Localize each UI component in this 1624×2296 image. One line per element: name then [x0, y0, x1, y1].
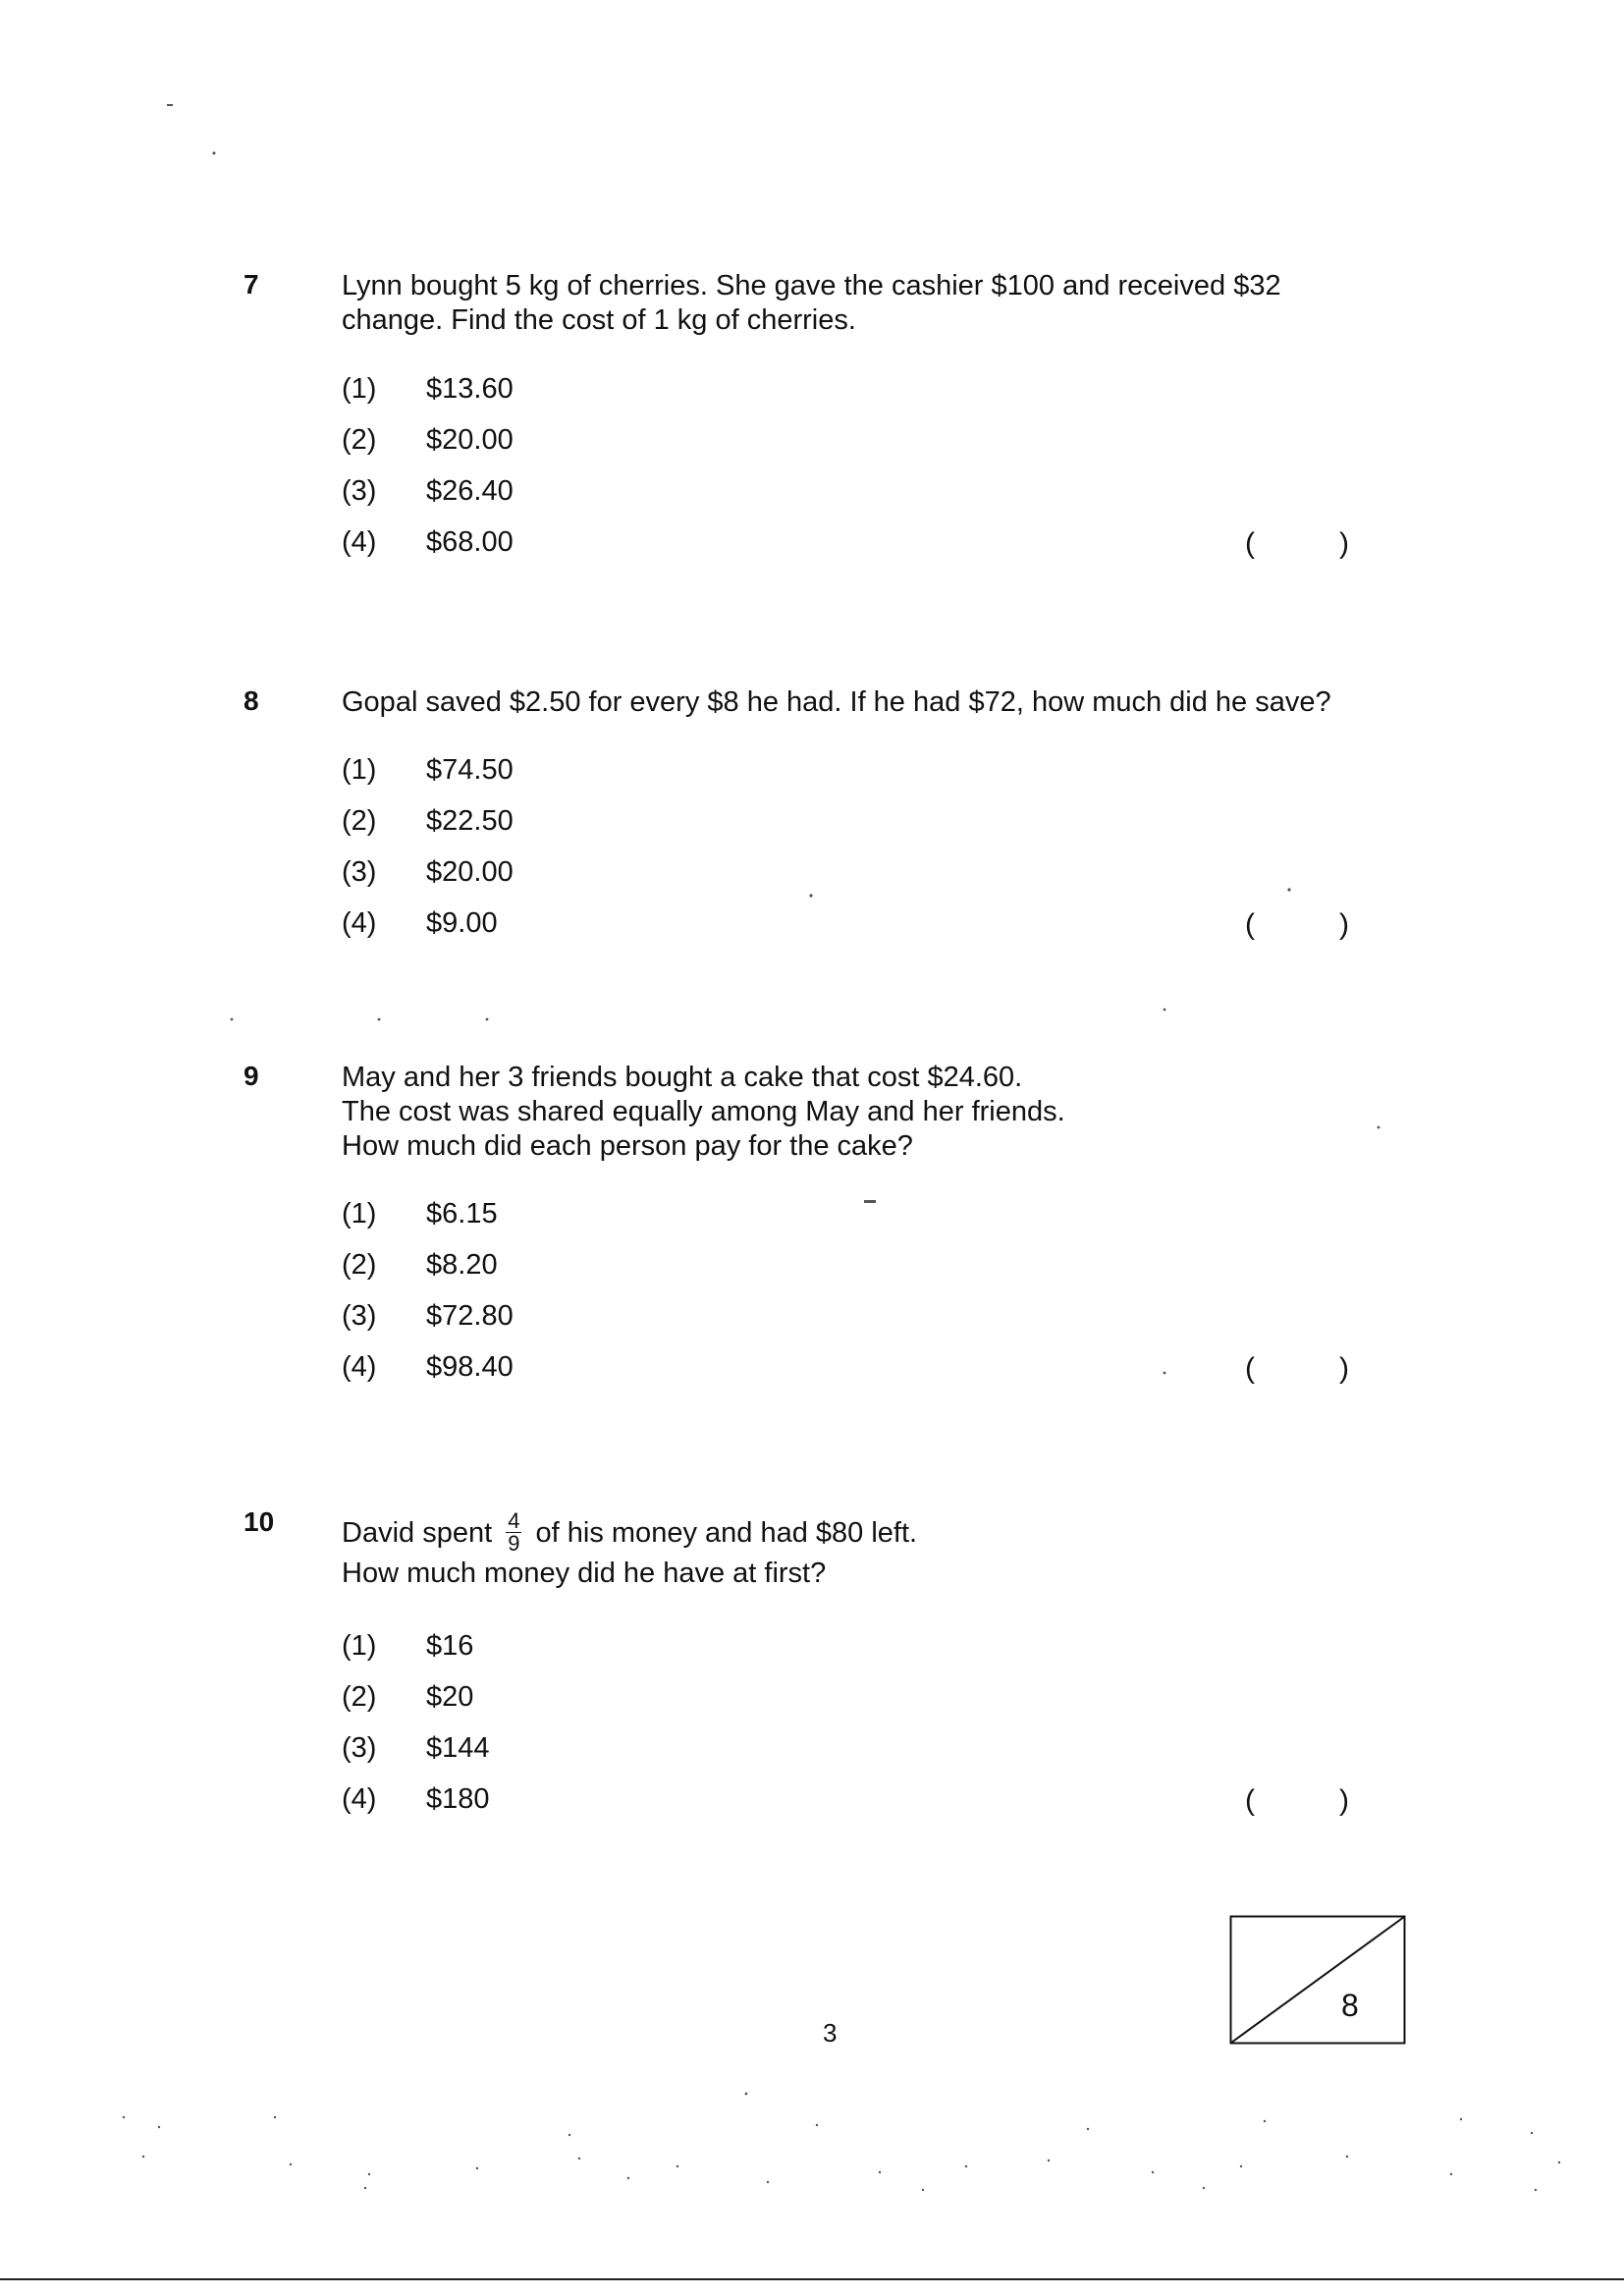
answer-option-4[interactable]: [342, 1774, 931, 1825]
answer-option-3[interactable]: [342, 1290, 931, 1341]
bottom-border-line: [0, 2278, 1624, 2280]
question-text-line: change. Find the cost of 1 kg of cherries.: [342, 304, 856, 336]
option-number: (1): [342, 754, 377, 786]
fraction: [506, 1510, 521, 1555]
bracket-close: ): [1339, 1784, 1349, 1817]
answer-option-4[interactable]: [342, 1341, 931, 1393]
answer-option-1[interactable]: [342, 1620, 931, 1671]
bracket-open: (: [1245, 908, 1255, 941]
answer-option-4[interactable]: [342, 517, 931, 568]
question-text-line: May and her 3 friends bought a cake that cost $24.60.: [342, 1062, 1023, 1093]
question-text-line: How much money did he have at first?: [342, 1558, 827, 1589]
fraction-numerator: 4: [508, 1508, 520, 1533]
question-text-line: The cost was shared equally among May and her friends.: [342, 1096, 1065, 1127]
question-text: [342, 685, 1402, 720]
score-box-frame: [1229, 1915, 1406, 2045]
option-value: $74.50: [426, 754, 514, 786]
answer-option-2[interactable]: [342, 414, 931, 465]
score-box-diagonal: [1231, 1917, 1404, 2043]
option-number: (1): [342, 1630, 377, 1662]
option-number: (4): [342, 907, 377, 939]
question-text-line: How much did each person pay for the cake?: [342, 1130, 913, 1162]
option-value: $8.20: [426, 1249, 498, 1281]
option-value: $72.80: [426, 1300, 514, 1332]
score-box-max-marks: 8: [1341, 1988, 1359, 2023]
option-value: $9.00: [426, 907, 498, 939]
option-value: $180: [426, 1783, 490, 1815]
bracket-open: (: [1245, 527, 1255, 560]
question-text-line: Gopal saved $2.50 for every $8 he had. If he had $72, how much did he save?: [342, 686, 1331, 718]
question-number: 7: [244, 269, 259, 300]
answer-option-1[interactable]: [342, 363, 931, 414]
page-number: 3: [823, 2018, 838, 2048]
answer-options: [342, 744, 931, 949]
bracket-close: ): [1339, 908, 1349, 941]
option-value: $26.40: [426, 475, 514, 507]
bracket-close: ): [1339, 1352, 1349, 1385]
option-number: (3): [342, 1300, 377, 1332]
answer-option-1[interactable]: [342, 1188, 931, 1239]
fraction-denominator: 9: [508, 1531, 520, 1556]
bracket-open: (: [1245, 1352, 1255, 1385]
question-text: [342, 1508, 1402, 1591]
option-number: (2): [342, 1681, 377, 1713]
question-number: 10: [244, 1506, 275, 1537]
option-number: (2): [342, 805, 377, 837]
question-text: [342, 269, 1402, 338]
answer-option-3[interactable]: [342, 1722, 931, 1774]
option-number: (1): [342, 1198, 377, 1230]
option-value: $6.15: [426, 1198, 498, 1230]
answer-option-3[interactable]: [342, 465, 931, 517]
option-value: $20.00: [426, 424, 514, 456]
option-number: (1): [342, 373, 377, 405]
question-text: [342, 1061, 1402, 1164]
answer-options: [342, 1188, 931, 1393]
answer-option-4[interactable]: [342, 898, 931, 949]
option-value: $16: [426, 1630, 474, 1662]
option-value: $68.00: [426, 526, 514, 558]
question-text-after-fraction: of his money and had $80 left.: [535, 1517, 918, 1550]
bracket-close: ): [1339, 527, 1349, 560]
option-number: (3): [342, 856, 377, 888]
option-number: (3): [342, 1732, 377, 1764]
option-value: $13.60: [426, 373, 514, 405]
option-value: $98.40: [426, 1351, 514, 1383]
answer-options: [342, 1620, 931, 1825]
answer-option-1[interactable]: [342, 744, 931, 795]
option-number: (3): [342, 475, 377, 507]
option-value: $20.00: [426, 856, 514, 888]
question-number: 9: [244, 1061, 259, 1091]
answer-option-2[interactable]: [342, 1239, 931, 1290]
option-value: $20: [426, 1681, 474, 1713]
option-number: (4): [342, 526, 377, 558]
question-number: 8: [244, 685, 259, 716]
option-number: (4): [342, 1351, 377, 1383]
answer-option-2[interactable]: [342, 795, 931, 847]
bracket-open: (: [1245, 1784, 1255, 1817]
option-number: (2): [342, 424, 377, 456]
question-text-line: [342, 1508, 1402, 1557]
answer-option-2[interactable]: [342, 1671, 931, 1722]
answer-option-3[interactable]: [342, 847, 931, 898]
option-value: $144: [426, 1732, 490, 1764]
question-text-before-fraction: David spent: [342, 1517, 493, 1550]
question-text-line: Lynn bought 5 kg of cherries. She gave the cashier $100 and received $32: [342, 270, 1281, 301]
option-number: (2): [342, 1249, 377, 1281]
answer-options: [342, 363, 931, 568]
option-value: $22.50: [426, 805, 514, 837]
score-box: [1229, 1915, 1406, 2045]
option-number: (4): [342, 1783, 377, 1815]
